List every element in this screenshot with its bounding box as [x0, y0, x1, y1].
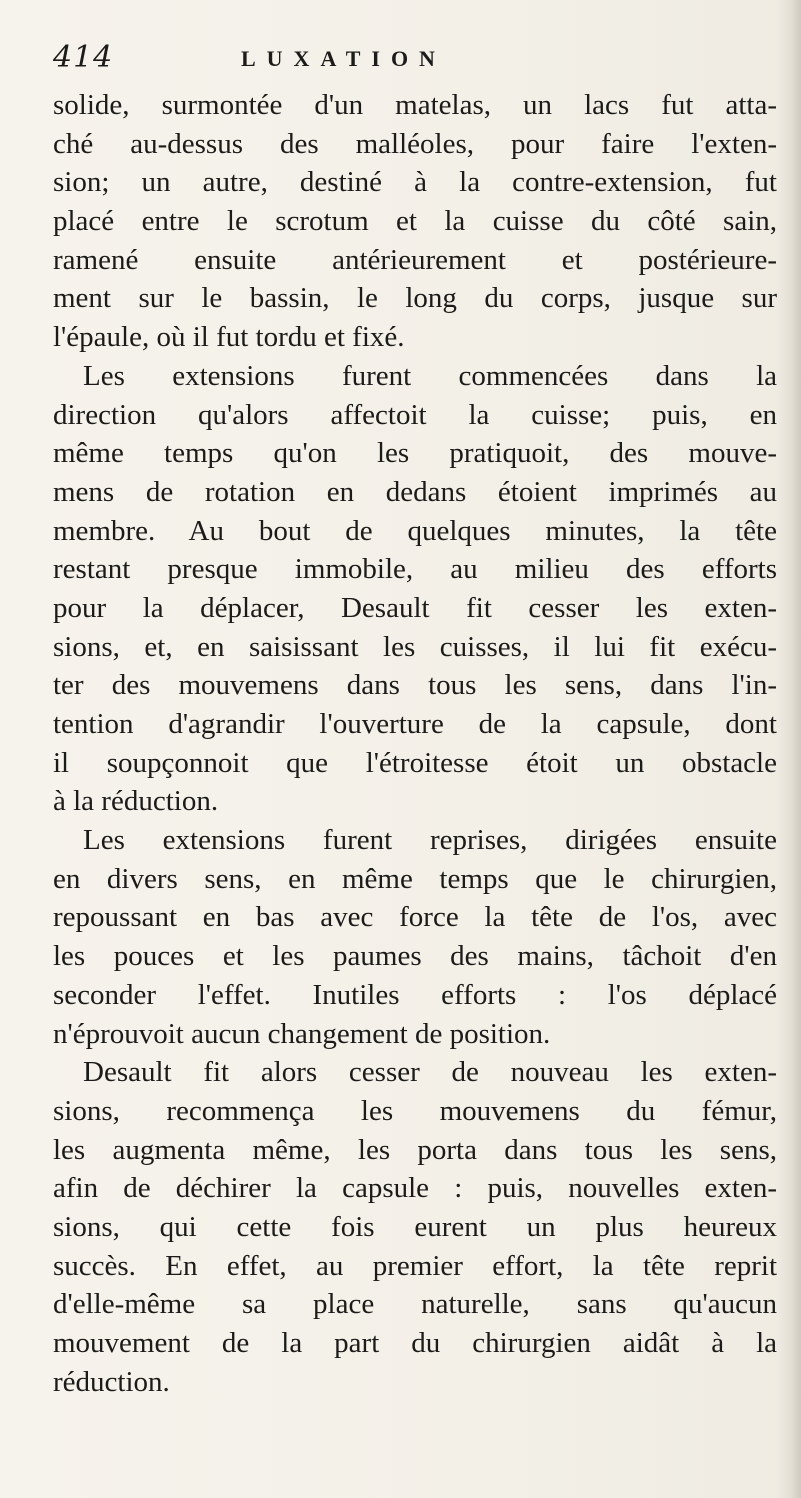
text-line: repoussant en bas avec force la tête de l'os, avec — [53, 901, 777, 934]
text-line: ment sur le bassin, le long du corps, jusque sur — [53, 282, 777, 315]
paragraph-start: Les extensions furent commencées dans la — [83, 359, 777, 392]
page-number: 414 — [53, 40, 114, 75]
text-line: solide, surmontée d'un matelas, un lacs fut atta- — [53, 89, 777, 121]
text-line: sions, et, en saisissant les cuisses, il lui fit exécu- — [53, 630, 777, 663]
page-edge-shadow — [777, 0, 801, 1498]
text-line: succès. En effet, au premier effort, la tête reprit — [53, 1249, 777, 1282]
paragraph-start: Desault fit alors cesser de nouveau les exten- — [83, 1056, 777, 1089]
text-line: seconder l'effet. Inutiles efforts : l'os déplacé — [53, 978, 777, 1011]
text-line: l'épaule, où il fut tordu et fixé. — [53, 321, 405, 354]
text-line: il soupçonnoit que l'étroitesse étoit un obstacle — [53, 746, 777, 779]
text-line: mouvement de la part du chirurgien aidât à la — [53, 1327, 777, 1359]
text-line: réduction. — [53, 1365, 170, 1398]
text-line: à la réduction. — [53, 785, 219, 818]
text-line: tention d'agrandir l'ouverture de la capsule, dont — [53, 708, 777, 740]
text-line: les augmenta même, les porta dans tous les sens, — [53, 1133, 777, 1166]
body-text — [53, 86, 777, 1401]
text-line: ché au-dessus des malléoles, pour faire l'exten- — [53, 127, 777, 160]
text-line: sions, qui cette fois eurent un plus heureux — [53, 1210, 777, 1243]
running-title: LUXATION — [241, 46, 446, 71]
text-line: restant presque immobile, au milieu des efforts — [53, 553, 777, 586]
text-line: sions, recommença les mouvemens du fémur, — [53, 1094, 777, 1127]
text-line: placé entre le scrotum et la cuisse du côté sain, — [53, 205, 777, 238]
text-line: n'éprouvoit aucun changement de position. — [53, 1017, 551, 1050]
text-line: d'elle-même sa place naturelle, sans qu'aucun — [53, 1288, 777, 1321]
text-line: les pouces et les paumes des mains, tâchoit d'en — [53, 940, 777, 973]
text-line: en divers sens, en même temps que le chirurgien, — [53, 862, 777, 895]
text-line: sion; un autre, destiné à la contre-extension, fut — [53, 166, 777, 199]
text-line: même temps qu'on les pratiquoit, des mouve- — [53, 437, 777, 470]
text-line: afin de déchirer la capsule : puis, nouvelles exten- — [53, 1172, 777, 1205]
text-line: pour la déplacer, Desault fit cesser les exten- — [53, 591, 777, 624]
paragraph-start: Les extensions furent reprises, dirigées ensuite — [83, 824, 777, 857]
running-head — [53, 40, 773, 80]
text-line: ter des mouvemens dans tous les sens, dans l'in- — [53, 669, 777, 702]
text-line: membre. Au bout de quelques minutes, la tête — [53, 514, 777, 547]
text-line: mens de rotation en dedans étoient imprimés au — [53, 475, 777, 508]
text-line: direction qu'alors affectoit la cuisse; puis, en — [53, 398, 777, 431]
text-line: ramené ensuite antérieurement et postérieure- — [53, 243, 777, 276]
